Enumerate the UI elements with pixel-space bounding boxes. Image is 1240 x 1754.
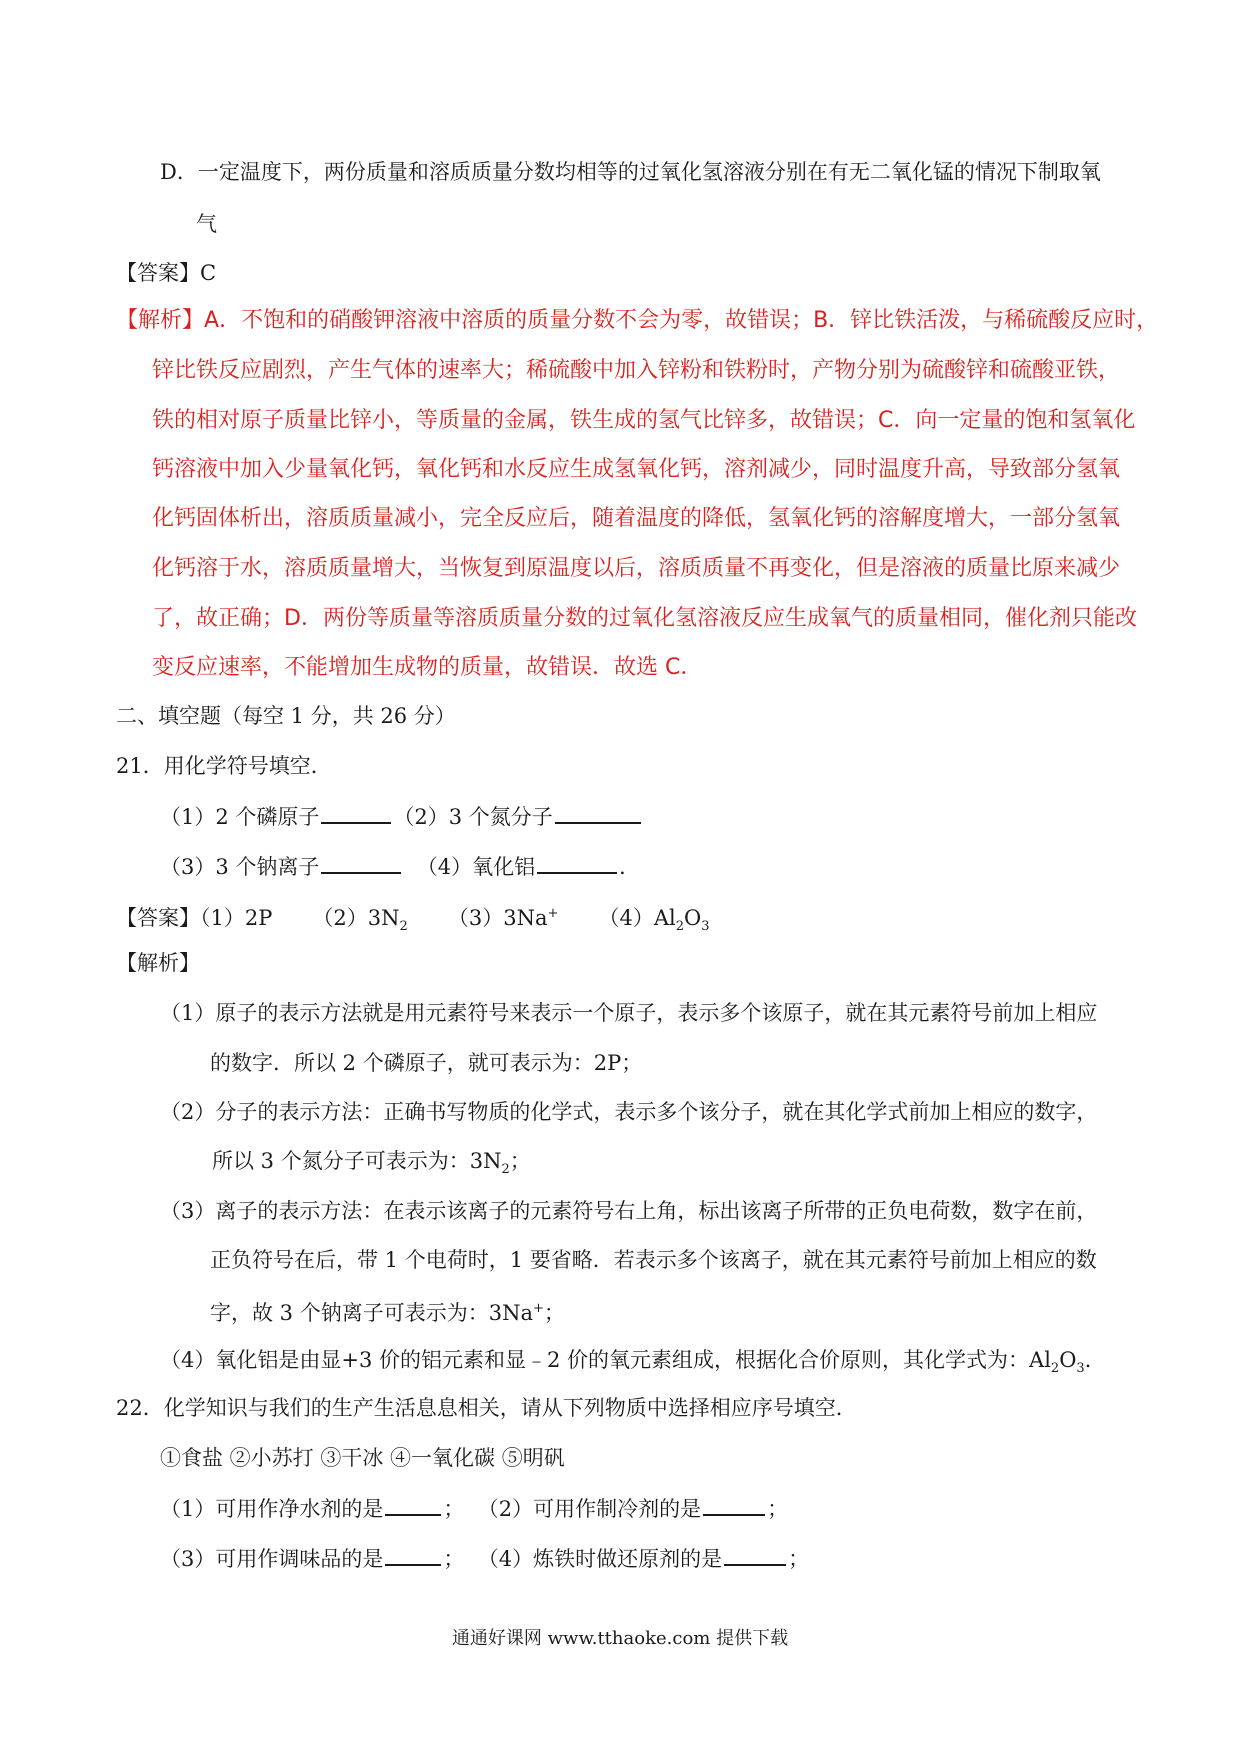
- q22-part1: （1）可用作净水剂的是: [160, 1497, 384, 1521]
- q20-option-d-line2: 气: [196, 212, 217, 236]
- q21-parts-row1: [160, 800, 643, 832]
- q21-analysis-label: 【解析】: [116, 951, 200, 975]
- q21-part1: （1）2 个磷原子: [160, 805, 320, 829]
- q20-answer: 【答案】C: [116, 261, 217, 285]
- q21-analysis-3-line2: 正负符号在后，带 1 个电荷时，1 要省略．若表示多个该离子，就在其元素符号前加上相应的数: [210, 1248, 1097, 1272]
- q20-analysis-line6: 化钙溶于水，溶质质量增大，当恢复到原温度以后，溶质质量不再变化，但是溶液的质量比原来减少: [152, 556, 1121, 581]
- answer-blank[interactable]: [385, 1542, 441, 1566]
- answer-blank[interactable]: [703, 1492, 765, 1516]
- q21-answer-label: 【答案】: [116, 906, 200, 930]
- q21-analysis-4: （4）氧化铝是由显+3 价的铝元素和显﹣2 价的氧元素组成，根据化合价原则，其化学式为：$Al_2O_3$．: [160, 1348, 1106, 1377]
- q21-ans4: $(4)Al_2O_3$: [598, 906, 710, 935]
- answer-blank[interactable]: [321, 800, 391, 824]
- q20-analysis-line4: 钙溶液中加入少量氧化钙，氧化钙和水反应生成氢氧化钙，溶剂减少，同时温度升高，导致部分氢氧: [152, 457, 1121, 482]
- q21-analysis-2-line1: （2）分子的表示方法：正确书写物质的化学式，表示多个该分子，就在其化学式前加上相应的数字，: [160, 1100, 1098, 1124]
- q21-ans1: （1）2P: [200, 906, 273, 930]
- q22-stem: 22．化学知识与我们的生产生活息息相关，请从下列物质中选择相应序号填空．: [116, 1396, 857, 1420]
- q21-analysis-2-line2: 所以 3 个氮分子可表示为：$3N_2$；: [212, 1149, 531, 1178]
- answer-blank[interactable]: [537, 850, 617, 874]
- q22-part4: （4）炼铁时做还原剂的是: [477, 1547, 723, 1571]
- q21-analysis-3-line3: 字，故 3 个钠离子可表示为：3Na+；: [210, 1301, 565, 1325]
- q20-analysis-text: A．不饱和的硝酸钾溶液中溶质的质量分数不会为零，故错误；B．锌比铁活泼，与稀硫酸反应时，: [204, 308, 1159, 333]
- q20-analysis-line8: 变反应速率，不能增加生成物的质量，故错误．故选 C．: [152, 655, 703, 680]
- q22-parts-row2: （3）可用作调味品的是 ； （4）炼铁时做还原剂的是 ；: [160, 1542, 809, 1574]
- q21-ans2: $(2)3N_2$: [312, 906, 408, 935]
- q21-ans3: （3）3Na+: [447, 906, 559, 930]
- q21-analysis-1-line1: （1）原子的表示方法就是用元素符号来表示一个原子，表示多个该原子，就在其元素符号前加上相应: [160, 1001, 1098, 1025]
- section-heading: 二、填空题（每空 1 分，共 26 分）: [116, 704, 456, 728]
- answer-blank[interactable]: [385, 1492, 441, 1516]
- answer-blank[interactable]: [321, 850, 401, 874]
- q20-analysis-line7: 了，故正确；D．两份等质量等溶质质量分数的过氧化氢溶液反应生成氧气的质量相同，催化剂只能改: [152, 606, 1137, 631]
- q20-analysis-line5: 化钙固体析出，溶质质量减小，完全反应后，随着温度的降低，氢氧化钙的溶解度增大，一部分氢氧: [152, 506, 1121, 531]
- q22-part2: （2）可用作制冷剂的是: [477, 1497, 702, 1521]
- q21-analysis-1-line2: 的数字．所以 2 个磷原子，就可表示为：2P；: [210, 1051, 643, 1075]
- q21-part4: （4）氧化铝: [416, 855, 536, 879]
- answer-blank[interactable]: [555, 800, 641, 824]
- q21-part2: （2）3 个氮分子: [393, 805, 553, 829]
- q21-part4-end: ．: [619, 855, 641, 879]
- q21-stem: 21．用化学符号填空．: [116, 754, 332, 778]
- q22-options: ①食盐 ②小苏打 ③干冰 ④一氧化碳 ⑤明矾: [160, 1446, 565, 1470]
- q21-parts-row2: [160, 850, 640, 882]
- q20-analysis-line3: 铁的相对原子质量比锌小，等质量的金属，铁生成的氢气比锌多，故错误；C．向一定量的饱和氢氧化: [152, 408, 1136, 433]
- q21-analysis-3-line1: （3）离子的表示方法：在表示该离子的元素符号右上角，标出该离子所带的正负电荷数，数字在前，: [160, 1199, 1098, 1223]
- q22-part3: （3）可用作调味品的是: [160, 1547, 384, 1571]
- q20-analysis-label: 【解析】: [116, 308, 205, 333]
- q21-part3: （3）3 个钠离子: [160, 855, 320, 879]
- q21-answer: [116, 899, 710, 942]
- q20-analysis-line2: 锌比铁反应剧烈，产生气体的速率大；稀硫酸中加入锌粉和铁粉时，产物分别为硫酸锌和硫酸亚铁，: [152, 358, 1121, 383]
- page-footer: 通通好课网 www.tthaoke.com 提供下载: [451, 1628, 789, 1649]
- q22-parts-row1: （1）可用作净水剂的是 ； （2）可用作制冷剂的是 ；: [160, 1492, 788, 1524]
- q20-analysis-line1: [116, 306, 1158, 336]
- answer-blank[interactable]: [724, 1542, 786, 1566]
- q20-option-d-line1: D．一定温度下，两份质量和溶质质量分数均相等的过氧化氢溶液分别在有无二氧化锰的情况下制取氧: [160, 160, 1101, 184]
